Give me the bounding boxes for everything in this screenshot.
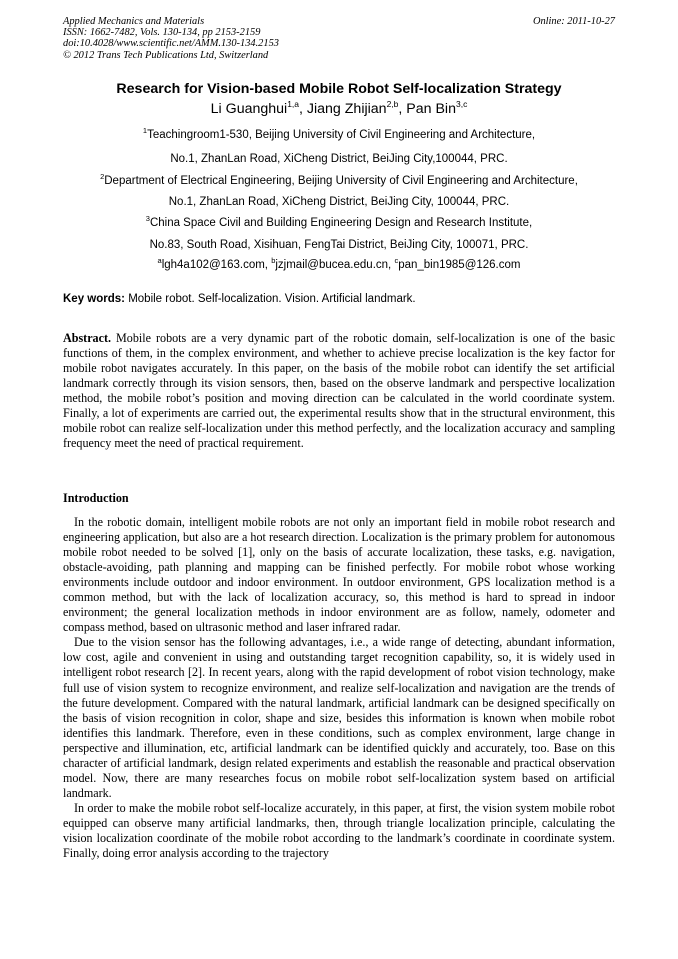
intro-paragraph: In the robotic domain, intelligent mobile robots are not only an important field in mobile robot research and engineering application, but also are a hot research direction. Localization is the primary problem for autonomous mobile robot needed to be solved [1], only on the basis of accurate localization, these tasks, e.g. navigation, obstacle-avoiding, path planning and mapping can be finished perfectly. For mobile robot whose working environments include outdoor and indoor environment. In outdoor environment, GPS localization method is a common method, but with the lack of localization accuracy, so, this method is hard to spread in indoor environment; the general localization methods in indoor environment are as follow, namely, odometer and compass method, based on ultrasonic method and laser infrared radar. (63, 515, 615, 635)
intro-paragraph: Due to the vision sensor has the following advantages, i.e., a wide range of detecting, abundant information, low cost, agile and convenient in using and outstanding target recognition capability, so, it is widely used in intelligent robot research [2]. In recent years, along with the rapid development of robot vision technology, make full use of vision system to recognize environment, and realize self-localization and navigation are the trends of the future development. Compared with the natural landmark, artificial landmark can be designed specifically on the basis of vision recognition in color, shape and size, besides this information is known when mobile robot identifies this landmark. Therefore, even in these conditions, such as complex environment, large change in perspective and illumination, etc, artificial landmark can be identified quickly and accurately, too. Base on this character of artificial landmark, design related experiments and establish the reasonable and practical observation model. Now, there are many researches focus on mobile robot self-localization system based on artificial landmark. (63, 635, 615, 800)
journal-header (63, 16, 615, 61)
online-date: Online: 2011-10-27 (532, 16, 615, 27)
author-superscript: 3,c (455, 99, 468, 109)
affiliation-2-line-1: $^2$Department of Electrical Engineering, Beijing University of Civil Engineering and Architecture, (100, 172, 578, 187)
keywords-text: Mobile robot. Self-localization. Vision. Artificial landmark. (128, 293, 416, 305)
abstract-text: Mobile robots are a very dynamic part of the robotic domain, self-localization is one of the basic functions of them, in the complex environment, and whether to achieve precise localization is the key factor for mobile robot navigates accurately. In this paper, on the basis of the mobile robot can identify the set artificial landmark correctly through its vision sensors, then, based on the observe landmark and perspective localization method, the mobile robot’s position and moving direction can be calculated in the world coordinate system. Finally, a lot of experiments are carried out, the experimental results show that in the structural environment, this mobile robot can realize self-localization under this method perfectly, and the localization accuracy and sampling frequency meet the need of practical requirement. (63, 331, 615, 451)
section-heading-introduction: Introduction (63, 491, 129, 505)
abstract-label: Abstract. (63, 331, 112, 345)
author-name: Pan Bin (406, 101, 456, 117)
email-address: lgh4a102@163.com (161, 259, 265, 271)
introduction-body (63, 515, 615, 861)
affiliation-3-line-2: No.83, South Road, Xisihuan, FengTai District, BeiJing City, 100071, PRC. (149, 239, 529, 251)
email-address: jzjmail@bucea.edu.cn (275, 259, 389, 271)
email-list: $^a$lgh4a102@163.com, $^b$jzjmail@bucea.edu.cn, $^c$pan_bin1985@126.com (157, 256, 521, 271)
author-name: Jiang Zhijian (306, 101, 387, 117)
author-superscript: 2,b (386, 99, 399, 109)
copyright-line: © 2012 Trans Tech Publications Ltd, Switzerland (63, 49, 269, 61)
affiliation-1-line-2: No.1, ZhanLan Road, XiCheng District, BeiJing City,100044, PRC. (170, 153, 508, 165)
intro-paragraph: In order to make the mobile robot self-localize accurately, in this paper, at first, the vision system mobile robot equipped can observe many artificial landmarks, then, through triangle localization principle, calculating the vision localization coordinate of the mobile robot according to the landmark’s coordinate in coordinate system. Finally, doing error analysis according to the trajectory (63, 800, 615, 861)
issn-line: ISSN: 1662-7482, Vols. 130-134, pp 2153-2159 (63, 27, 261, 39)
journal-name: Applied Mechanics and Materials (63, 16, 205, 27)
doi-line: doi:10.4028/www.scientific.net/AMM.130-134.2153 (63, 38, 279, 50)
affiliation-1-line-1: $^1$Teachingroom1-530, Beijing University of Civil Engineering and Architecture, (142, 126, 536, 141)
author-superscript: 1,a (287, 99, 300, 109)
paper-title: Research for Vision-based Mobile Robot Self-localization Strategy (116, 81, 562, 97)
keywords (63, 292, 615, 306)
affiliation-2-line-2: No.1, ZhanLan Road, XiCheng District, BeiJing City, 100044, PRC. (168, 196, 510, 208)
author-list: Li Guanghui$^{1,a}$, Jiang Zhijian$^{2,b}$, Pan Bin$^{3,c}$ (210, 99, 468, 117)
author-name: Li Guanghui (210, 101, 288, 117)
keywords-label: Key words: (63, 293, 125, 305)
affiliation-3-line-1: $^3$China Space Civil and Building Engineering Design and Research Institute, (145, 214, 533, 229)
abstract (63, 331, 615, 451)
email-address: pan_bin1985@126.com (398, 259, 521, 271)
